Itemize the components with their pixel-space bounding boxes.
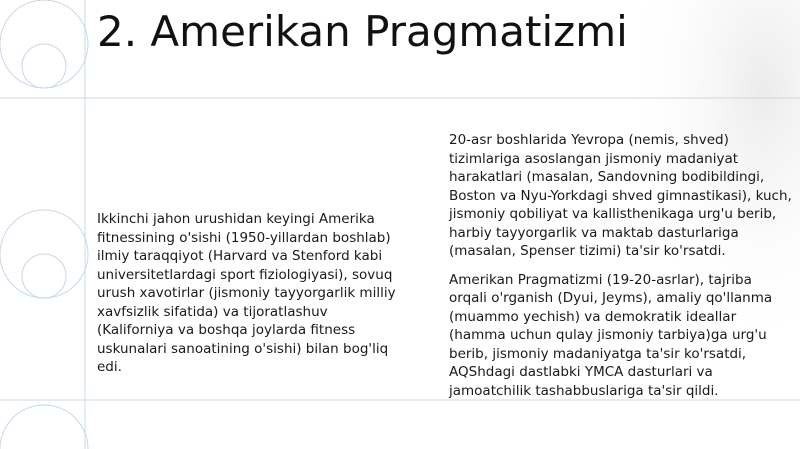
deco-circle-bottom-partial [0, 405, 88, 449]
right-text-column [449, 131, 794, 410]
left-text-column [97, 210, 407, 377]
deco-circle-small-bottom [22, 254, 66, 298]
right-paragraph-1: 20-asr boshlarida Yevropa (nemis, shved) tizimlariga asoslangan jismoniy madaniyat harakatlari (masalan, Sandovning bodibildingi, Boston va Nyu-Yorkdagi shved gimnastikasi), kuch, jismoniy qobiliyat va kallisthenikaga urg'u berib, harbiy tayyorgarlik va maktab dasturlariga (masalan, Spenser tizimi) ta'sir ko'rsatdi. [449, 132, 792, 259]
right-paragraph-2: Amerikan Pragmatizmi (19-20-asrlar), tajriba orqali o'rganish (Dyui, Jeyms), amaliy qo'llanma (muammo yechish) va demokratik ideallar (hamma uchun qulay jismoniy tarbiya)ga urg'u berib, jismoniy madaniyatga ta'sir ko'rsatdi, AQShdagi dastlabki YMCA dasturlari va jamoatchilik tashabbuslariga ta'sir qildi. [449, 271, 773, 399]
slide-title: 2. Amerikan Pragmatizmi [97, 7, 628, 56]
left-paragraph: Ikkinchi jahon urushidan keyingi Amerika fitnessining o'sishi (1950-yillardan boshlab) ilmiy taraqqiyot (Harvard va Stenford kabi universitetlardagi sport fiziologiyasi), sovuq urush xavotirlar (jismoniy tayyorgarlik milliy xavfsizlik sifatida) va tijoratlashuv (Kaliforniya va boshqa joylarda fitness uskunalari sanoatining o'sishi) bilan bog'liq edi. [97, 211, 396, 375]
deco-circle-small-top [22, 44, 66, 88]
